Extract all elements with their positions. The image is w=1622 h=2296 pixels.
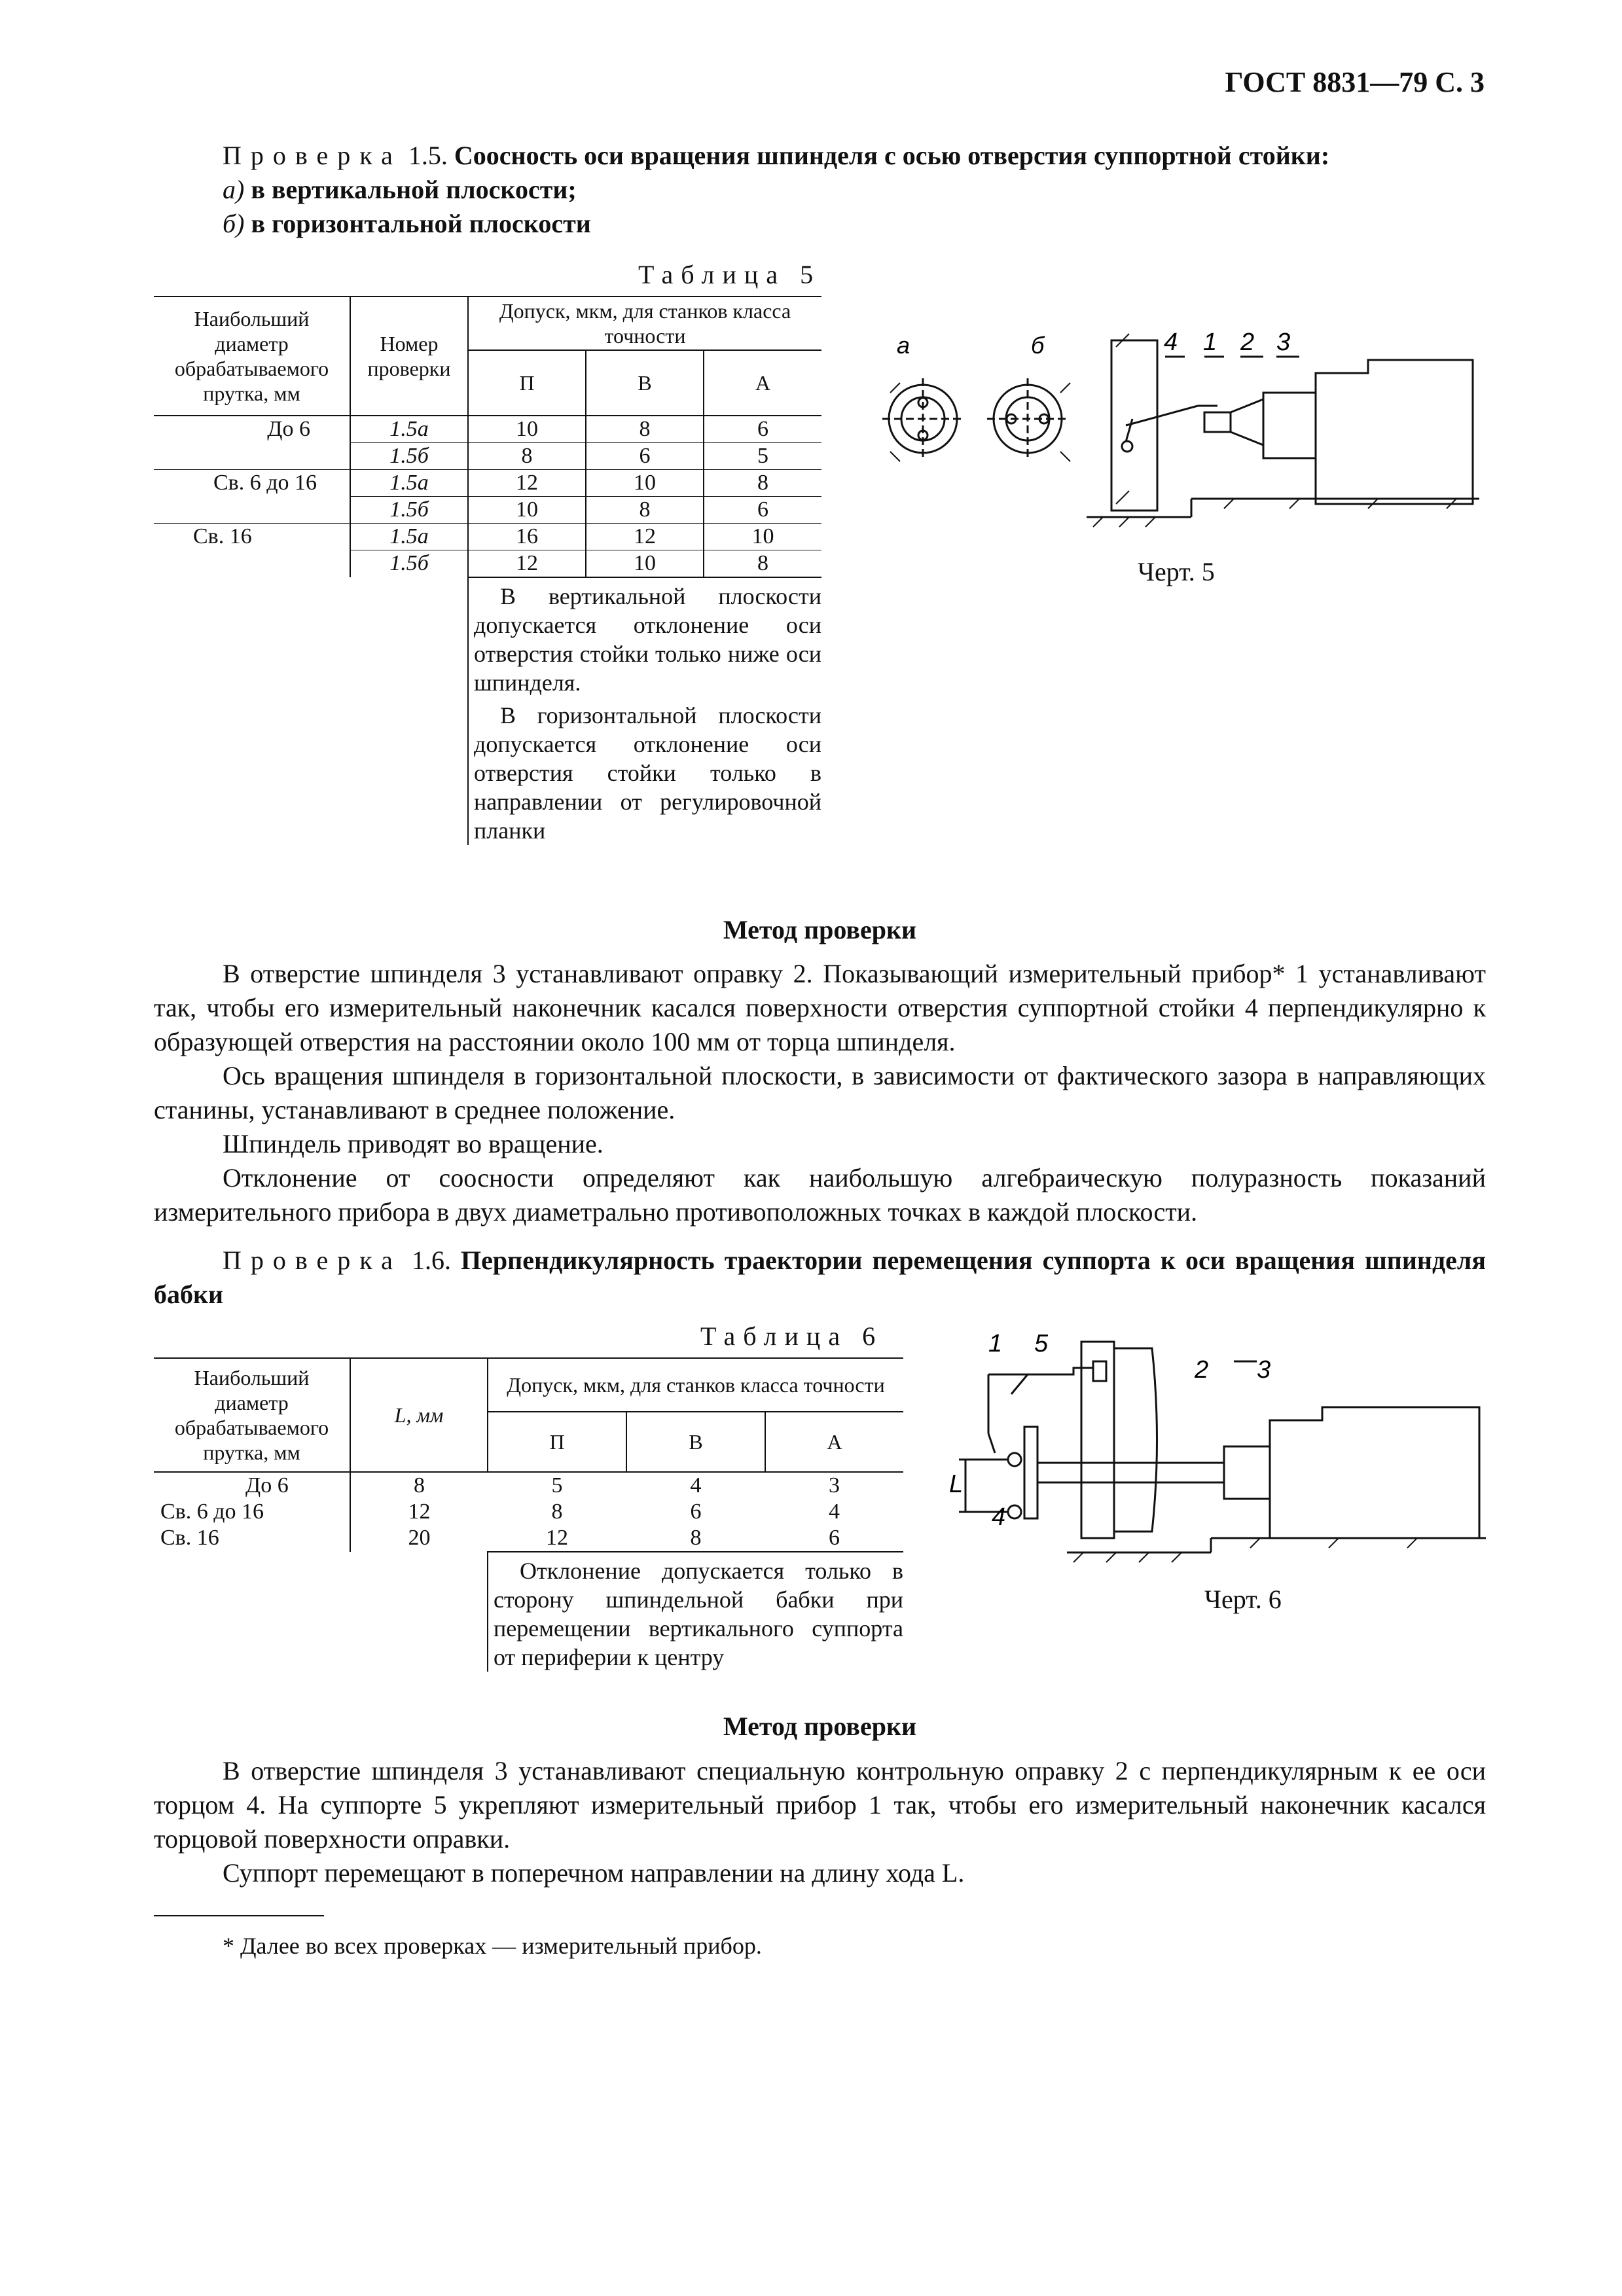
table-6-notes [488,1552,903,1672]
cell-a: 8 [704,550,821,578]
table-5-caption: Таблица 5 [638,260,821,289]
cell-diameter: Св. 16 [160,1526,219,1550]
table-6-note: Отклонение допускается только в сторону шпиндельной бабки при перемещении вертикального суппорта от периферии к центру [494,1558,903,1670]
figure-5-label-b: б [1031,332,1045,359]
col-header-diameter: Наибольший диаметр обрабатываемого прутка, мм [154,1358,350,1472]
method-2-heading: Метод проверки [723,1712,917,1741]
item-text: в вертикальной плоскости; [251,175,577,204]
method-1-paragraph: Шпиндель приводят во вращение. [223,1129,604,1158]
cell-v: 12 [586,524,704,550]
cell-a: 5 [704,443,821,470]
cell-p: 12 [488,1525,626,1552]
col-header-length: L, мм [350,1358,488,1472]
item-letter: б) [223,209,245,238]
col-header-tolerance: Допуск, мкм, для станков класса точности [488,1358,903,1412]
cell-p: 12 [468,550,586,578]
table-5 [154,296,821,845]
figure-6-label-5: 5 [1034,1330,1049,1357]
table-row [154,470,821,497]
figure-6-label-1: 1 [988,1330,1003,1357]
cell-length: 20 [350,1525,488,1552]
method-1-heading: Метод проверки [723,915,917,944]
table-row [154,1472,903,1499]
cell-p: 8 [551,1499,563,1524]
figure-6-label-4: 4 [992,1503,1006,1531]
cell-v: 10 [586,470,704,497]
table-5-notes [468,577,821,845]
check-1-5-item-a [223,173,577,207]
cell-diameter: Св. 16 [193,524,252,548]
method-1-paragraph: Ось вращения шпинделя в горизонтальной плоскости, в зависимости от фактического зазора в направляющих станины, устанавливают в среднее положение. [154,1061,1486,1124]
check-number: 1.5. [408,141,448,170]
cell-v: 6 [690,1499,702,1524]
figure-5-drawing [871,321,1479,543]
footnote-rule [154,1915,324,1916]
table-6 [154,1357,903,1672]
table-row [154,443,821,470]
cell-a: 10 [704,524,821,550]
figure-5-caption: Черт. 5 [1138,557,1215,586]
cell-number: 1.5а [350,416,468,443]
cell-diameter: Св. 6 до 16 [213,471,317,495]
cell-a: 3 [829,1473,840,1498]
table-row [154,416,821,443]
check-title: Соосность оси вращения шпинделя с осью отверстия суппортной стойки: [454,141,1330,170]
cell-number: 1.5б [350,550,468,578]
col-header-v: В [626,1412,765,1472]
table-5-note-1: В вертикальной плоскости допускается отклонение оси отверстия стойки только ниже оси шпинделя. [474,583,821,696]
item-letter: а) [223,175,245,204]
check-number: 1.6. [411,1246,451,1275]
figure-5-label-4: 4 [1164,329,1178,356]
check-1-5-heading [223,139,1486,173]
cell-v: 10 [586,550,704,578]
table-6-caption: Таблица 6 [700,1321,884,1351]
cell-p: 8 [468,443,586,470]
table-row [154,524,821,550]
cell-p: 12 [468,470,586,497]
table-row [154,1525,903,1552]
col-header-check-number: Номер проверки [350,296,468,416]
figure-6-drawing [936,1322,1486,1571]
figure-5-label-1: 1 [1203,329,1217,356]
figure-5-label-2: 2 [1240,329,1255,356]
cell-a: 6 [765,1525,903,1552]
method-1-body [154,957,1486,1229]
cell-diameter: До 6 [245,1473,289,1498]
method-2-paragraph: Суппорт перемещают в поперечном направлении на длину хода L. [223,1858,965,1888]
table-row [154,550,821,578]
method-1-paragraph: Отклонение от соосности определяют как наибольшую алгебраическую полуразность показаний измерительного прибора в двух диаметрально противоположных точках в каждой плоскости. [154,1163,1486,1227]
page-header: ГОСТ 8831—79 С. 3 [1225,66,1485,98]
col-header-diameter: Наибольший диаметр обрабатываемого прутка, мм [154,296,350,416]
table-row [154,1499,903,1525]
cell-v: 6 [586,443,704,470]
check-title: Перпендикулярность траектории перемещения суппорта к оси вращения шпинделя бабки [154,1246,1487,1309]
cell-p: 10 [468,416,586,443]
cell-diameter [154,550,350,578]
col-header-a: А [765,1412,903,1472]
check-1-6-heading [154,1244,1486,1312]
table-row [154,497,821,524]
cell-diameter: Св. 6 до 16 [160,1499,264,1524]
figure-5-label-a: а [897,332,910,359]
cell-a: 6 [704,416,821,443]
method-2-body [154,1754,1486,1890]
cell-p: 5 [551,1473,563,1498]
cell-a: 6 [704,497,821,524]
figure-6-caption: Черт. 6 [1204,1585,1282,1614]
cell-diameter: До 6 [267,417,310,441]
col-header-p: П [468,350,586,416]
check-1-5-item-b [223,207,591,241]
cell-diameter [154,497,350,524]
cell-v: 4 [690,1473,702,1498]
cell-number: 1.5б [350,497,468,524]
col-header-p: П [488,1412,626,1472]
figure-6-label-L: L [949,1471,964,1498]
cell-length: 12 [350,1499,488,1525]
col-header-v: В [586,350,704,416]
check-label: Проверка [223,141,402,170]
figure-6-label-2: 2 [1195,1356,1209,1384]
figure-6-label-3: 3 [1257,1356,1271,1384]
cell-v: 8 [586,497,704,524]
cell-p: 16 [468,524,586,550]
cell-v: 8 [626,1525,765,1552]
method-2-paragraph: В отверстие шпинделя 3 устанавливают специальную контрольную оправку 2 с перпендикулярным к ее оси торцом 4. На суппорте 5 укрепляют измерительный прибор 1 так, чтобы его измерительный наконечник касался торцовой поверхности оправки. [154,1756,1486,1854]
check-label: Проверка [223,1246,402,1275]
cell-a: 4 [829,1499,840,1524]
cell-p: 10 [468,497,586,524]
footnote: * Далее во всех проверках — измерительный прибор. [223,1933,762,1959]
table-5-note-2: В горизонтальной плоскости допускается отклонение оси отверстия стойки только в направлении от регулировочной планки [474,702,821,844]
cell-number: 1.5а [350,524,468,550]
item-text: в горизонтальной плоскости [251,209,591,238]
cell-a: 8 [704,470,821,497]
cell-diameter [154,443,350,470]
figure-5-label-3: 3 [1276,329,1291,356]
cell-v: 8 [586,416,704,443]
cell-length: 8 [350,1472,488,1499]
method-1-paragraph: В отверстие шпинделя 3 устанавливают оправку 2. Показывающий измерительный прибор* 1 устанавливают так, чтобы его измерительный наконечник касался поверхности отверстия суппортной стойки 4 перпендикулярно к образующей отверстия на расстоянии около 100 мм от торца шпинделя. [154,959,1486,1056]
col-header-tolerance: Допуск, мкм, для станков класса точности [468,296,821,350]
cell-number: 1.5б [350,443,468,470]
cell-number: 1.5а [350,470,468,497]
col-header-a: А [704,350,821,416]
